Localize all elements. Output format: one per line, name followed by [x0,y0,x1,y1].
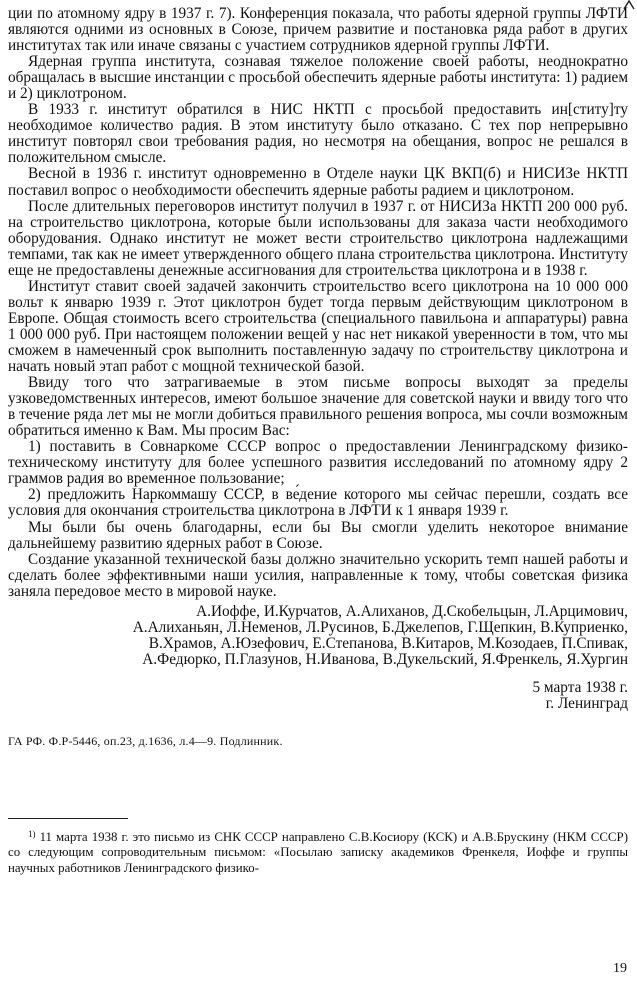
date-place-block [8,680,628,712]
signature-line: А.Иоффе, И.Курчатов, А.Алиханов, Д.Скобельцын, Л.Арцимович, [196,602,628,620]
signature-line: А.Федюрко, П.Глазунов, Н.Иванова, В.Дукельский, Я.Френкель, Я.Хургин [142,650,628,668]
signature-block [8,604,628,668]
page-number: 19 [613,961,627,976]
footnote [8,830,628,876]
body-paragraph: Создание указанной технической базы должно значительно ускорить темп нашей работы и сделать более эффективными наши усилия, направленные к тому, чтобы советская физика заняла передовое место в мировой науке. [8,550,628,600]
signature-line: А.Алиханьян, Л.Неменов, Л.Русинов, Б.Джелепов, Г.Щепкин, В.Куприенко, [132,618,628,636]
body-paragraph: ции по атомному ядру в 1937 г. 7). Конференция показала, что работы ядерной группы ЛФТИ являются одними из основных в Союзе, причем развитие и постановка ряда работ в других институтах так или иначе связаны с участием сотрудников ядерной группы ЛФТИ. [8,5,628,55]
document-page [8,6,628,876]
request-item: 1) поставить в Совнаркоме СССР вопрос о предоставлении Ленинградскому физико-техническому институту для более успешного развития исследований по атомному ядру 2 граммов радия во временное пользование; [8,438,628,488]
body-paragraph: Институт ставит своей задачей закончить строительство всего циклотрона на 10 000 000 вольт к январю 1939 г. Этот циклотрон будет тогда первым действующим циклотроном в Европе. Общая стоимость всего строительства (специального павильона и аппаратуры) равна 1 000 000 руб. При настоящем положении вещей у нас нет никакой уверенности в том, что мы сможем в намеченный срок выполнить поставленную задачу по строительству циклотрона и начать новый этап работ с мощной технической базой. [8,277,628,376]
body-paragraph: После длительных переговоров институт получил в 1937 г. от НИСИЗа НКТП 200 000 руб. на строительство циклотрона, которые были использованы для заказа части необходимого оборудования. Однако институт не может вести строительство циклотрона надлежащими темпами, так как не имеет утвержденного общего плана строительства циклотрона. Институту еще не предоставлены денежные ассигнования для строительства циклотрона и в 1938 г. [8,197,628,279]
footnote-separator [8,818,128,819]
request-item: 2) предложить Наркоммашу СССР, в ве́дение которого мы сейчас перешли, создать все условия для окончания строительства циклотрона в ЛФТИ к 1 января 1939 г. [8,486,628,520]
footnote-marker: 1) [28,828,36,839]
letter-place: г. Ленинград [545,694,628,712]
body-paragraph: Весной в 1936 г. институт одновременно в Отделе науки ЦК ВКП(б) и НИСИЗе НКТП поставил вопрос о необходимости обеспечить ядерные работы радием и циклотроном. [8,165,628,199]
letter-body [8,6,628,600]
body-paragraph: В 1933 г. институт обратился в НИС НКТП с просьбой предоставить ин[ститу]ту необходимое количество радия. В этом институту было отказано. С тех пор непрерывно институт повторял свои требования радия, но несмотря на обещания, вопрос не решался в положительном смысле. [8,101,628,167]
body-paragraph: Ввиду того что затрагиваемые в этом письме вопросы выходят за пределы узковедомственных интересов, имеют большое значение для советской науки и ввиду того что в течение ряда лет мы не могли добиться правильного решения вопроса, мы сочли возможным обратиться именно к Вам. Мы просим Вас: [8,374,628,440]
footnote-text: 11 марта 1938 г. это письмо из СНК СССР направлено С.В.Косиору (КСК) и А.В.Брускину (НКМ СССР) со следующим сопроводительным письмом: «Посылаю записку академиков Френкеля, Иоффе и группы научных работников Ленинградского физико- [8,829,628,875]
archive-reference: ГА РФ. Ф.Р-5446, оп.23, д.1636, л.4—9. Подлинник. [8,733,283,748]
letter-date: 5 марта 1938 г. [532,678,628,696]
body-paragraph: Ядерная группа института, сознавая тяжелое положение своей работы, неоднократно обращалась в высшие инстанции с просьбой обеспечить ядерные работы института: 1) радием и 2) циклотроном. [8,53,628,103]
body-paragraph: Мы были бы очень благодарны, если бы Вы смогли уделить некоторое внимание дальнейшему развитию ядерных работ в Союзе. [8,518,628,552]
signature-line: В.Храмов, А.Юзефович, Е.Степанова, В.Китаров, М.Козодаев, П.Спивак, [148,634,628,652]
